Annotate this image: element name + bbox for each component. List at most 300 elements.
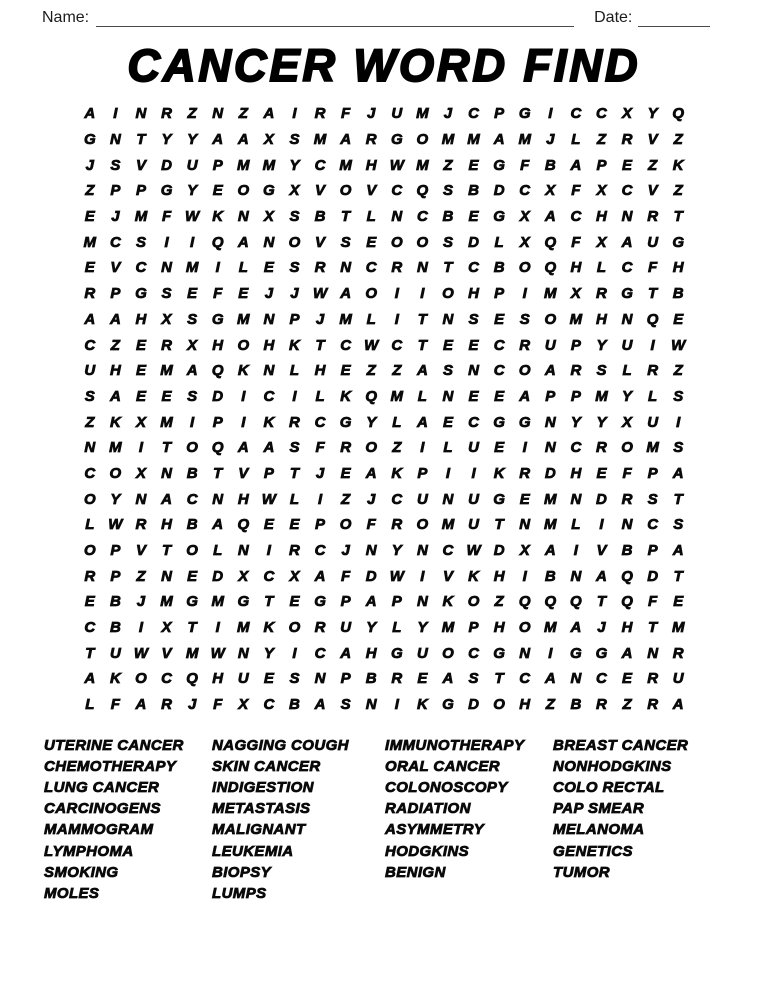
grid-letter: C <box>84 619 96 637</box>
grid-letter: P <box>391 593 402 611</box>
grid-letter: M <box>544 619 557 637</box>
grid-letter: Z <box>673 362 683 380</box>
grid-letter: I <box>241 387 246 405</box>
grid-letter: J <box>136 593 146 611</box>
grid-letter: G <box>595 644 608 662</box>
grid-letter: B <box>442 208 454 226</box>
grid-letter: G <box>390 131 403 149</box>
grid-letter: P <box>545 387 556 405</box>
grid-letter: E <box>417 670 428 688</box>
grid-letter: A <box>570 156 582 174</box>
grid-letter: S <box>289 670 300 688</box>
word-item: LUNG CANCER <box>44 778 160 796</box>
grid-letter: A <box>212 516 224 534</box>
grid-letter: D <box>468 233 479 251</box>
grid-letter: M <box>211 593 224 611</box>
grid-letter: K <box>672 156 684 174</box>
grid-letter: I <box>138 619 144 637</box>
grid-letter: C <box>391 336 403 354</box>
grid-letter: Y <box>596 336 607 354</box>
grid-letter: N <box>647 644 659 662</box>
grid-letter: L <box>443 439 453 457</box>
grid-letter: C <box>391 182 403 200</box>
grid-letter: E <box>494 387 505 405</box>
grid-letter: R <box>647 362 659 380</box>
grid-letter: E <box>673 593 684 611</box>
grid-letter: S <box>289 259 300 277</box>
grid-letter: U <box>186 156 198 174</box>
grid-letter: T <box>417 336 427 354</box>
grid-letter: O <box>621 439 633 457</box>
grid-letter: N <box>237 208 249 226</box>
grid-letter: T <box>187 619 197 637</box>
grid-letter: E <box>340 464 351 482</box>
grid-letter: Q <box>672 105 685 123</box>
grid-letter: O <box>518 362 531 380</box>
grid-letter: Z <box>648 156 658 174</box>
grid-letter: T <box>85 644 95 662</box>
grid-letter: A <box>621 233 633 251</box>
grid-letter: H <box>365 644 377 662</box>
grid-letter: X <box>519 542 530 560</box>
grid-letter: L <box>85 696 95 714</box>
grid-letter: M <box>237 310 250 328</box>
grid-letter: I <box>190 233 195 251</box>
grid-letter: X <box>135 413 146 431</box>
word-item: MALIGNANT <box>212 821 306 839</box>
grid-letter: Q <box>211 233 224 251</box>
grid-letter: Y <box>417 619 428 637</box>
grid-letter: R <box>365 131 377 149</box>
grid-letter: E <box>442 413 453 431</box>
grid-letter: X <box>238 696 249 714</box>
grid-letter: I <box>548 644 553 662</box>
grid-letter: T <box>341 208 351 226</box>
grid-letter: R <box>519 464 531 482</box>
word-item: LEUKEMIA <box>212 842 294 860</box>
grid-letter: E <box>289 516 300 534</box>
grid-letter: L <box>392 413 402 431</box>
grid-letter: H <box>365 156 377 174</box>
name-blank-line <box>96 10 574 27</box>
grid-letter: M <box>109 439 122 457</box>
grid-letter: E <box>238 285 249 303</box>
grid-letter: Z <box>673 131 683 149</box>
grid-letter: P <box>494 285 505 303</box>
grid-letter: X <box>596 182 607 200</box>
grid-letter: B <box>672 285 684 303</box>
grid-letter: K <box>109 670 121 688</box>
word-list-column <box>553 735 733 905</box>
grid-letter: U <box>416 644 428 662</box>
grid-letter: M <box>518 131 531 149</box>
grid-letter: Y <box>391 542 402 560</box>
grid-letter: C <box>263 696 275 714</box>
grid-letter: H <box>493 619 505 637</box>
grid-letter: Z <box>366 362 376 380</box>
grid-letter: C <box>314 644 326 662</box>
grid-letter: M <box>313 131 327 149</box>
grid-letter: E <box>263 670 274 688</box>
grid-letter: R <box>391 670 403 688</box>
grid-letter: J <box>315 464 325 482</box>
grid-letter: X <box>263 131 274 149</box>
grid-letter: J <box>264 285 274 303</box>
grid-letter: M <box>83 233 97 251</box>
grid-letter: P <box>494 105 505 123</box>
grid-letter: A <box>84 670 96 688</box>
grid-letter: R <box>135 516 147 534</box>
grid-letter: Q <box>621 567 633 585</box>
grid-letter: E <box>366 233 377 251</box>
grid-letter: C <box>314 156 326 174</box>
grid-letter: Q <box>646 310 659 328</box>
grid-letter: A <box>365 593 377 611</box>
grid-letter: X <box>135 464 146 482</box>
grid-letter: K <box>237 362 249 380</box>
grid-letter: N <box>135 105 147 123</box>
grid-letter: N <box>212 490 224 508</box>
grid-letter: Y <box>596 413 607 431</box>
grid-letter: F <box>571 233 581 251</box>
grid-letter: Z <box>443 156 453 174</box>
grid-letter: J <box>111 208 120 226</box>
grid-letter: I <box>420 439 425 457</box>
grid-letter: G <box>493 208 505 226</box>
grid-letter: E <box>519 490 530 508</box>
grid-letter: L <box>571 131 581 149</box>
grid-letter: D <box>493 542 505 560</box>
grid-letter: A <box>161 490 172 508</box>
grid-letter: A <box>237 439 249 457</box>
grid-letter: Z <box>85 413 95 431</box>
grid-letter: G <box>442 696 454 714</box>
grid-letter: Q <box>518 593 531 611</box>
grid-letter: C <box>109 233 121 251</box>
word-item: COLO RECTAL <box>553 778 665 796</box>
grid-letter: P <box>647 464 658 482</box>
word-item: GENETICS <box>553 842 633 860</box>
grid-letter: S <box>519 310 530 328</box>
grid-letter: P <box>263 464 274 482</box>
grid-letter: X <box>596 233 607 251</box>
grid-letter: M <box>416 105 429 123</box>
grid-letter: P <box>212 413 223 431</box>
grid-letter: Q <box>544 233 557 251</box>
grid-letter: F <box>213 285 223 303</box>
grid-letter: E <box>673 310 684 328</box>
grid-letter: K <box>289 336 300 354</box>
grid-letter: S <box>84 387 95 405</box>
grid-letter: O <box>83 542 96 560</box>
grid-letter: J <box>85 156 94 174</box>
grid-letter: B <box>314 208 326 226</box>
grid-letter: T <box>264 593 274 611</box>
grid-letter: G <box>186 593 198 611</box>
grid-letter: E <box>212 182 223 200</box>
date-blank-line <box>638 10 710 27</box>
grid-letter: Y <box>366 413 377 431</box>
grid-letter: I <box>420 567 425 585</box>
grid-letter: A <box>544 362 556 380</box>
grid-letter: R <box>647 670 659 688</box>
grid-letter: T <box>136 131 146 149</box>
grid-letter: S <box>340 233 351 251</box>
grid-letter: T <box>673 208 683 226</box>
word-item: PAP SMEAR <box>553 800 645 818</box>
grid-letter: C <box>570 439 582 457</box>
grid-letter: J <box>546 131 555 149</box>
grid-letter: H <box>621 619 633 637</box>
grid-letter: W <box>466 542 481 560</box>
grid-letter: G <box>493 156 505 174</box>
grid-letter: M <box>390 387 404 405</box>
grid-letter: T <box>289 464 300 482</box>
grid-letter: R <box>289 413 300 431</box>
grid-letter: L <box>417 387 427 405</box>
grid-letter: V <box>366 182 377 200</box>
grid-letter: C <box>314 542 326 560</box>
grid-letter: G <box>237 593 250 611</box>
grid-letter: T <box>596 593 607 611</box>
grid-letter: D <box>647 567 659 585</box>
grid-letter: A <box>135 696 147 714</box>
grid-letter: G <box>493 413 505 431</box>
grid-letter: B <box>109 619 121 637</box>
grid-letter: Y <box>263 644 274 662</box>
grid-letter: U <box>544 336 556 354</box>
grid-letter: R <box>314 105 326 123</box>
grid-letter: P <box>570 336 581 354</box>
grid-letter: L <box>622 362 632 380</box>
grid-letter: Q <box>211 439 224 457</box>
grid-letter: C <box>596 670 607 688</box>
grid-letter: K <box>416 696 428 714</box>
grid-letter: T <box>494 670 504 688</box>
grid-letter: S <box>442 182 453 200</box>
grid-letter: S <box>673 439 684 457</box>
grid-letter: D <box>161 156 172 174</box>
grid-letter: U <box>468 439 479 457</box>
grid-letter: F <box>622 464 632 482</box>
grid-letter: F <box>366 516 376 534</box>
grid-letter: A <box>237 233 249 251</box>
name-label: Name: <box>42 9 90 26</box>
grid-letter: T <box>417 310 427 328</box>
grid-letter: D <box>212 387 224 405</box>
grid-letter: K <box>263 619 275 637</box>
grid-letter: S <box>289 208 300 226</box>
grid-letter: W <box>108 516 123 534</box>
word-item: BIOPSY <box>212 863 272 881</box>
grid-letter: M <box>160 362 173 380</box>
grid-letter: X <box>161 619 172 637</box>
grid-letter: C <box>621 259 633 277</box>
grid-letter: P <box>289 310 300 328</box>
grid-letter: P <box>647 542 658 560</box>
grid-letter: T <box>673 490 683 508</box>
grid-letter: A <box>493 131 505 149</box>
grid-letter: R <box>647 696 659 714</box>
grid-letter: J <box>290 285 299 303</box>
grid-letter: N <box>442 387 454 405</box>
grid-letter: O <box>365 439 378 457</box>
grid-letter: A <box>84 310 96 328</box>
grid-letter: M <box>595 387 608 405</box>
grid-letter: L <box>289 362 300 380</box>
grid-letter: H <box>237 490 249 508</box>
grid-letter: C <box>340 336 352 354</box>
grid-letter: M <box>441 516 455 534</box>
grid-letter: H <box>263 336 275 354</box>
grid-letter: I <box>599 516 604 534</box>
grid-letter: D <box>493 182 505 200</box>
grid-letter: A <box>672 464 684 482</box>
grid-letter: X <box>622 105 633 123</box>
grid-letter: I <box>522 285 527 303</box>
grid-letter: E <box>263 516 274 534</box>
grid-letter: N <box>468 362 479 380</box>
grid-letter: B <box>289 696 300 714</box>
grid-letter: N <box>544 439 556 457</box>
grid-letter: O <box>186 542 198 560</box>
grid-letter: A <box>416 413 428 431</box>
grid-letter: U <box>84 362 96 380</box>
word-item: HODGKINS <box>385 842 470 860</box>
grid-letter: N <box>109 131 121 149</box>
grid-letter: I <box>548 105 553 123</box>
grid-letter: H <box>314 362 326 380</box>
grid-letter: Q <box>570 593 582 611</box>
grid-letter: X <box>289 567 300 585</box>
grid-letter: R <box>161 696 172 714</box>
grid-letter: N <box>365 696 377 714</box>
grid-letter: Z <box>341 490 351 508</box>
grid-letter: S <box>596 362 607 380</box>
header <box>0 0 768 27</box>
grid-letter: O <box>493 696 505 714</box>
grid-letter: O <box>237 182 250 200</box>
word-item: MELANOMA <box>553 821 645 839</box>
grid-letter: O <box>288 619 301 637</box>
grid-letter: B <box>570 696 582 714</box>
grid-letter: Y <box>366 619 377 637</box>
grid-letter: A <box>596 567 607 585</box>
grid-letter: I <box>241 413 246 431</box>
grid-letter: S <box>442 233 453 251</box>
grid-letter: R <box>391 259 403 277</box>
grid-letter: I <box>445 464 451 482</box>
grid-letter: N <box>237 542 249 560</box>
grid-letter: M <box>339 156 352 174</box>
grid-letter: S <box>442 362 453 380</box>
grid-letter: R <box>314 619 326 637</box>
grid-letter: C <box>493 362 505 380</box>
grid-letter: D <box>544 464 556 482</box>
grid-letter: M <box>160 413 173 431</box>
grid-letter: S <box>468 670 479 688</box>
grid-letter: O <box>365 285 378 303</box>
word-item: MOLES <box>44 884 100 902</box>
grid-letter: A <box>416 362 428 380</box>
grid-letter: M <box>185 259 199 277</box>
grid-letter: A <box>544 670 556 688</box>
grid-letter: P <box>340 670 351 688</box>
grid-letter: O <box>467 593 480 611</box>
grid-letter: A <box>84 105 96 123</box>
grid-letter: F <box>648 259 658 277</box>
grid-letter: Z <box>238 105 248 123</box>
grid-letter: J <box>341 542 350 560</box>
grid-letter: V <box>442 567 453 585</box>
grid-letter: A <box>340 644 352 662</box>
grid-letter: N <box>570 567 582 585</box>
word-item: BENIGN <box>385 863 446 881</box>
grid-letter: O <box>390 233 403 251</box>
word-item: ORAL CANCER <box>385 757 500 775</box>
word-item: TUMOR <box>553 863 610 881</box>
grid-letter: N <box>570 490 582 508</box>
grid-letter: L <box>366 208 376 226</box>
grid-letter: C <box>263 567 275 585</box>
grid-letter: U <box>416 490 428 508</box>
grid-letter: S <box>135 233 146 251</box>
grid-letter: O <box>288 233 301 251</box>
word-grid <box>77 101 691 718</box>
word-item: MAMMOGRAM <box>44 821 154 839</box>
grid-letter: G <box>339 413 352 431</box>
grid-letter: B <box>109 593 121 611</box>
grid-letter: K <box>263 413 275 431</box>
grid-letter: D <box>212 567 224 585</box>
grid-letter: P <box>340 593 351 611</box>
grid-letter: T <box>161 542 172 560</box>
grid-letter: J <box>597 619 606 637</box>
word-item: METASTASIS <box>212 800 311 818</box>
grid-letter: M <box>237 156 250 174</box>
grid-letter: N <box>161 567 172 585</box>
grid-letter: N <box>135 490 147 508</box>
grid-letter: T <box>673 567 683 585</box>
grid-letter: Y <box>289 156 300 174</box>
grid-letter: A <box>672 542 684 560</box>
grid-letter: I <box>138 439 144 457</box>
grid-letter: E <box>468 156 479 174</box>
grid-letter: C <box>365 259 377 277</box>
grid-letter: A <box>314 567 326 585</box>
grid-letter: R <box>621 490 633 508</box>
grid-letter: M <box>160 593 173 611</box>
grid-letter: E <box>494 310 505 328</box>
grid-letter: I <box>420 285 425 303</box>
grid-letter: A <box>314 696 326 714</box>
grid-letter: L <box>85 516 95 534</box>
grid-letter: C <box>519 670 531 688</box>
grid-letter: C <box>442 542 454 560</box>
grid-letter: Y <box>187 131 198 149</box>
grid-letter: S <box>647 490 658 508</box>
word-item: NAGGING COUGH <box>212 736 349 754</box>
word-item: SKIN CANCER <box>212 757 321 775</box>
grid-letter: O <box>109 464 122 482</box>
grid-letter: N <box>161 464 172 482</box>
grid-letter: F <box>648 593 658 611</box>
grid-letter: G <box>390 644 403 662</box>
grid-letter: L <box>571 516 581 534</box>
grid-letter: Y <box>570 413 581 431</box>
grid-letter: I <box>215 619 220 637</box>
grid-letter: I <box>266 542 271 560</box>
